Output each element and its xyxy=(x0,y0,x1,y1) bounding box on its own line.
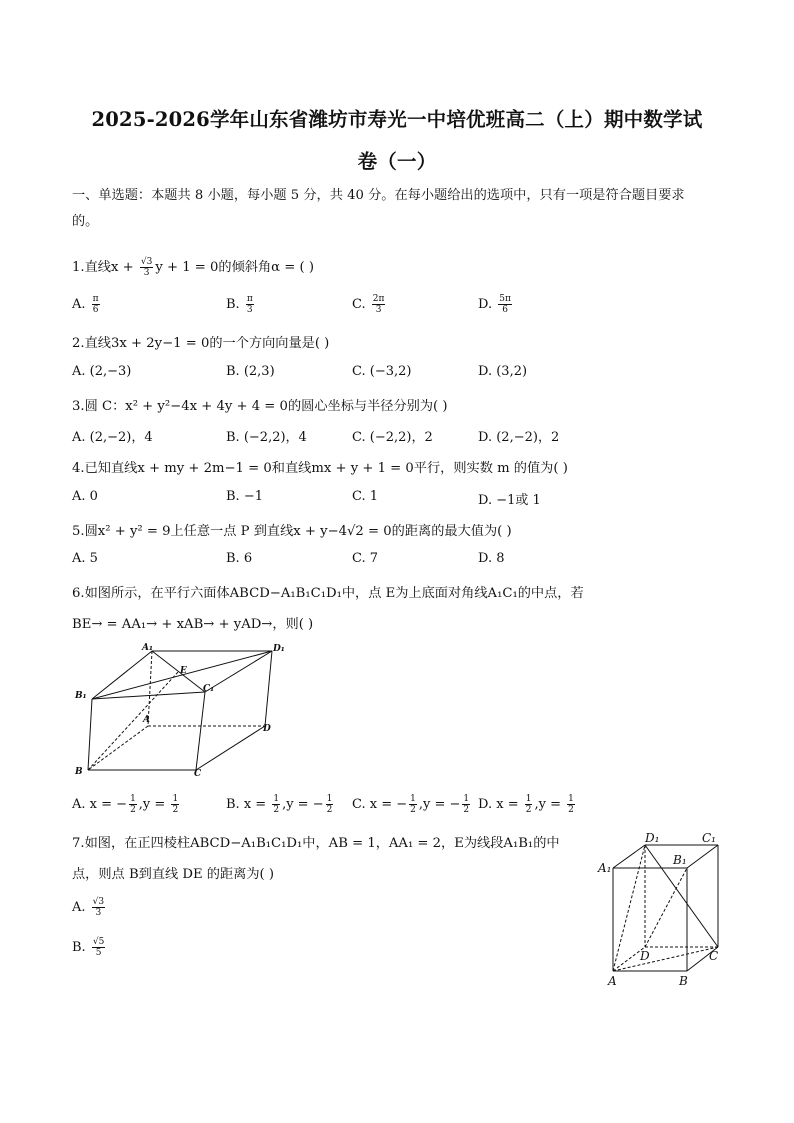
question-1 xyxy=(72,256,314,278)
option-label: B. xyxy=(226,551,240,566)
option-label: B. xyxy=(226,489,240,504)
question-number: 2. xyxy=(72,336,85,351)
option-label: C. xyxy=(352,797,366,812)
option-b[interactable] xyxy=(226,489,263,504)
label-d: D xyxy=(640,949,650,963)
label-d1: D₁ xyxy=(273,644,285,654)
edge-a1d1 xyxy=(613,845,645,868)
option-text: (−3,2) xyxy=(369,364,412,379)
fraction xyxy=(92,897,105,918)
question-stem: 如图，在正四棱柱ABCD−A₁B₁C₁D₁中，AB = 1，AA₁ = 2，E为线段A₁B₁的中 xyxy=(84,836,560,851)
options-q7-a xyxy=(72,897,132,921)
fraction-denominator: 5 xyxy=(95,948,102,958)
edge-c1d1 xyxy=(205,651,272,692)
label-a: A xyxy=(608,974,617,988)
option-a[interactable] xyxy=(72,897,107,918)
option-c[interactable] xyxy=(352,364,411,379)
option-label: D. xyxy=(478,797,493,812)
edge-b1c1 xyxy=(92,692,205,699)
edge-b1b xyxy=(88,699,92,770)
label-b: B xyxy=(679,974,688,988)
section-heading-line2: 的。 xyxy=(72,214,99,229)
option-text: 8 xyxy=(496,551,505,566)
option-text: (2,3) xyxy=(243,364,275,379)
fraction-denominator: 2 xyxy=(172,805,179,815)
option-text: x = xyxy=(243,797,271,812)
option-a[interactable] xyxy=(72,294,102,315)
label-b1: B₁ xyxy=(673,853,687,867)
fraction-numerator: √3 xyxy=(92,897,105,907)
edge-b1c1 xyxy=(687,845,718,868)
fraction-numerator: 1 xyxy=(525,794,532,804)
fraction xyxy=(498,294,512,315)
option-d[interactable] xyxy=(478,364,527,379)
question-7-line2: 点，则点 B到直线 DE 的距离为( ) xyxy=(72,867,275,882)
option-a[interactable] xyxy=(72,794,181,815)
option-c[interactable] xyxy=(352,426,433,445)
question-3 xyxy=(72,395,448,414)
options-q1 xyxy=(72,294,732,318)
option-text: 0 xyxy=(89,489,98,504)
option-label: A. xyxy=(72,551,86,566)
label-a1: A₁ xyxy=(598,861,612,875)
option-text: (−2,2)，4 xyxy=(243,430,307,445)
question-7 xyxy=(72,832,560,851)
option-text: x = xyxy=(496,797,523,812)
options-q7-b xyxy=(72,937,132,961)
option-text: (2,−2)，4 xyxy=(89,430,153,445)
question-number: 1. xyxy=(72,260,85,275)
option-c[interactable] xyxy=(352,551,378,566)
option-d[interactable] xyxy=(478,794,577,815)
option-label: A. xyxy=(72,297,86,312)
edge-ab-hidden xyxy=(88,726,148,770)
fraction-denominator: 3 xyxy=(246,305,253,315)
fraction xyxy=(409,794,417,815)
fraction-denominator: 3 xyxy=(375,305,382,315)
option-text: ,y = xyxy=(138,797,170,812)
fraction-numerator: √3 xyxy=(140,257,153,267)
question-stem: 如图所示，在平行六面体ABCD−A₁B₁C₁D₁中，点 E为上底面对角线A₁C₁的中点，若 xyxy=(84,586,584,601)
options-q2 xyxy=(72,364,732,384)
option-label: C. xyxy=(352,297,366,312)
question-number: 5. xyxy=(72,524,85,539)
options-q3 xyxy=(72,426,732,446)
option-c[interactable] xyxy=(352,489,378,504)
fraction xyxy=(140,257,153,278)
question-stem: 圆 C：x² + y²−4x + 4y + 4 = 0的圆心坐标与半径分别为( ) xyxy=(84,399,448,414)
option-b[interactable] xyxy=(226,551,252,566)
page-title-cont: 卷（一） xyxy=(357,150,437,173)
option-text: 6 xyxy=(243,551,253,566)
option-label: D. xyxy=(478,364,493,379)
fraction xyxy=(171,794,179,815)
option-label: A. xyxy=(72,489,86,504)
question-6-line2: BE→ = AA₁→ + xAB→ + yAD→，则( ) xyxy=(72,617,314,632)
fraction xyxy=(326,794,334,815)
fraction xyxy=(372,294,386,315)
fraction xyxy=(246,294,254,315)
edge-a1b1 xyxy=(92,651,152,699)
fraction-numerator: 1 xyxy=(172,794,179,804)
option-a[interactable] xyxy=(72,551,98,566)
question-stem: 直线3x + 2y−1 = 0的一个方向向量是( ) xyxy=(84,336,330,351)
label-c1: C₁ xyxy=(203,684,215,694)
fraction xyxy=(272,794,280,815)
fraction-denominator: 6 xyxy=(92,305,99,315)
option-text: ,y = − xyxy=(282,797,324,812)
edge-c1c xyxy=(196,692,205,770)
question-2 xyxy=(72,332,329,351)
fraction-denominator: 3 xyxy=(143,268,150,278)
question-stem: 直线x + xyxy=(84,260,138,275)
option-text: ,y = − xyxy=(418,797,461,812)
question-number: 6. xyxy=(72,586,85,601)
option-label: D. xyxy=(478,493,493,508)
label-c: C xyxy=(194,769,202,779)
fraction xyxy=(129,794,137,815)
fraction-numerator: 1 xyxy=(130,794,136,804)
option-label: A. xyxy=(72,797,86,812)
option-c[interactable] xyxy=(352,294,387,315)
fraction-denominator: 2 xyxy=(410,805,416,815)
question-number: 7. xyxy=(72,836,85,851)
label-d: D xyxy=(263,724,271,734)
option-label: A. xyxy=(72,900,86,915)
option-a[interactable] xyxy=(72,426,153,445)
fraction xyxy=(525,794,533,815)
page-title: 2025-2026学年山东省潍坊市寿光一中培优班高二（上）期中数学试 xyxy=(91,108,703,131)
square-prism-figure xyxy=(595,826,735,990)
option-label: A. xyxy=(72,364,86,379)
option-text: x = − xyxy=(89,797,128,812)
fraction-numerator: 2π xyxy=(372,294,385,304)
question-number: 3. xyxy=(72,399,85,414)
fraction xyxy=(567,794,575,815)
option-label: B. xyxy=(72,940,86,955)
option-b[interactable] xyxy=(226,294,256,315)
options-q4 xyxy=(72,489,732,509)
option-d[interactable] xyxy=(478,294,514,315)
option-label: B. xyxy=(226,430,240,445)
option-b[interactable] xyxy=(72,937,107,958)
section-heading xyxy=(72,183,732,235)
fraction-denominator: 2 xyxy=(463,805,470,815)
fraction-numerator: 1 xyxy=(463,794,470,804)
option-label: B. xyxy=(226,297,240,312)
option-text: −1或 1 xyxy=(496,493,541,508)
question-stem-rest: y + 1 = 0的倾斜角α = ( ) xyxy=(155,260,314,275)
option-d[interactable] xyxy=(478,551,505,566)
fraction-numerator: 1 xyxy=(568,794,574,804)
edge-cd xyxy=(196,726,265,770)
option-label: C. xyxy=(352,551,366,566)
option-label: D. xyxy=(478,430,493,445)
question-5 xyxy=(72,520,512,539)
fraction-numerator: 5π xyxy=(499,294,511,304)
fraction xyxy=(92,294,100,315)
option-b[interactable] xyxy=(226,364,275,379)
question-6 xyxy=(72,582,584,601)
option-text: (3,2) xyxy=(496,364,528,379)
section-heading-line1: 一、单选题：本题共 8 小题，每小题 5 分，共 40 分。在每小题给出的选项中，只有一项是符合题目要求 xyxy=(72,188,685,203)
option-text: −1 xyxy=(243,489,263,504)
question-4 xyxy=(72,457,568,476)
option-c[interactable] xyxy=(352,794,472,815)
option-d[interactable] xyxy=(478,489,541,508)
fraction-denominator: 3 xyxy=(95,908,102,918)
fraction-numerator: 1 xyxy=(326,794,333,804)
option-label: B. xyxy=(226,364,240,379)
fraction-denominator: 2 xyxy=(568,805,574,815)
options-q5 xyxy=(72,551,732,571)
question-stem: 已知直线x + my + 2m−1 = 0和直线mx + y + 1 = 0平行，则实数 m 的值为( ) xyxy=(84,461,568,476)
label-a: A xyxy=(143,715,150,725)
question-number: 4. xyxy=(72,461,85,476)
fraction xyxy=(462,794,470,815)
option-a[interactable] xyxy=(72,364,131,379)
option-label: A. xyxy=(72,430,86,445)
option-a[interactable] xyxy=(72,489,98,504)
fraction-denominator: 2 xyxy=(525,805,532,815)
option-text: (−2,2)，2 xyxy=(369,430,433,445)
label-b: B xyxy=(75,767,83,777)
option-b[interactable] xyxy=(226,426,307,445)
fraction-denominator: 2 xyxy=(326,805,333,815)
option-label: D. xyxy=(478,297,493,312)
fraction-numerator: 1 xyxy=(410,794,416,804)
label-a1: A₁ xyxy=(142,643,153,653)
label-c: C xyxy=(709,949,719,963)
label-b1: B₁ xyxy=(75,691,87,701)
fraction-numerator: π xyxy=(246,294,253,304)
option-label: D. xyxy=(478,551,493,566)
segment-be-hidden xyxy=(88,672,178,770)
option-text: x = − xyxy=(369,797,408,812)
option-text: 5 xyxy=(89,551,98,566)
fraction-numerator: √5 xyxy=(92,937,105,947)
option-text: (2,−2)，2 xyxy=(496,430,560,445)
option-label: B. xyxy=(226,797,240,812)
diagonal-db1-hidden xyxy=(645,868,687,947)
option-b[interactable] xyxy=(226,794,335,815)
parallelepiped-figure xyxy=(70,640,290,785)
fraction-denominator: 2 xyxy=(273,805,280,815)
label-e: E xyxy=(180,666,187,676)
option-text: 1 xyxy=(369,489,379,504)
edge-d1d xyxy=(265,651,272,726)
fraction-numerator: 1 xyxy=(273,794,280,804)
option-text: (2,−3) xyxy=(89,364,132,379)
option-text: 7 xyxy=(369,551,379,566)
fraction xyxy=(92,937,105,958)
option-label: C. xyxy=(352,364,366,379)
fraction-denominator: 6 xyxy=(502,305,508,315)
option-text: ,y = xyxy=(534,797,566,812)
option-d[interactable] xyxy=(478,426,559,445)
fraction-denominator: 2 xyxy=(130,805,136,815)
fraction-numerator: π xyxy=(92,294,99,304)
option-label: C. xyxy=(352,489,366,504)
label-c1: C₁ xyxy=(702,831,716,845)
question-stem: 圆x² + y² = 9上任意一点 P 到直线x + y−4√2 = 0的距离的最大值为( ) xyxy=(84,524,512,539)
label-d1: D₁ xyxy=(645,831,660,845)
options-q6 xyxy=(72,794,732,818)
option-label: C. xyxy=(352,430,366,445)
